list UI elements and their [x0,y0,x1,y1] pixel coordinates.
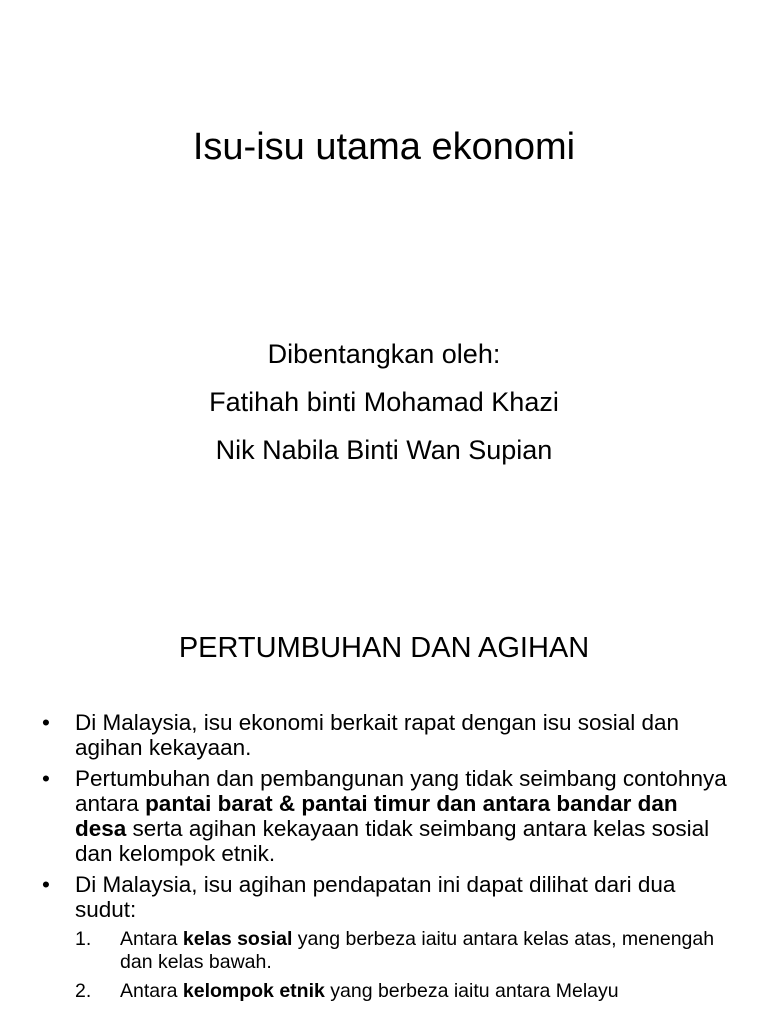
numbered-list [75,928,732,1003]
bullet-list [42,710,732,1009]
bullet-item [42,872,732,1003]
numbered-item [75,980,732,1003]
content-slide [0,576,768,1024]
item-text: yang berbeza iaitu antara kelas atas, menengah dan kelas bawah. [120,928,715,973]
bullet-text: Di Malaysia, isu ekonomi berkait rapat dengan isu sosial dan agihan kekayaan. [75,710,680,760]
slide-heading: PERTUMBUHAN DAN AGIHAN [178,632,590,664]
item-bold-text: kelas sosial [182,928,293,950]
bullet-text: Di Malaysia, isu agihan pendapatan ini dapat dilihat dari dua sudut: [75,872,676,922]
presenter-block [0,330,768,474]
bullet-icon: • [42,710,50,735]
presenter-label: Dibentangkan oleh: [267,339,501,369]
bullet-item [42,766,732,866]
bullet-bold-text: pantai barat & pantai timur dan antara bandar dan desa [75,791,678,841]
bullet-icon: • [42,872,50,897]
item-text: Antara [120,980,183,1002]
item-text: Antara [120,928,183,950]
item-text: yang berbeza iaitu antara Melayu [324,980,619,1002]
bullet-icon: • [42,766,50,791]
presenter-name: Nik Nabila Binti Wan Supian [215,435,553,465]
bullet-text: Pertumbuhan dan pembangunan yang tidak seimbang contohnya antara [75,766,727,816]
bullet-item [42,710,732,760]
presenter-name: Fatihah binti Mohamad Khazi [209,387,559,417]
item-number: 2. [75,980,92,1002]
numbered-item [75,928,732,974]
slide-title: Isu-isu utama ekonomi [192,126,576,168]
bullet-text: serta agihan kekayaan tidak seimbang antara kelas sosial dan kelompok etnik. [75,816,710,866]
item-bold-text: kelompok etnik [182,980,325,1002]
item-number: 1. [75,928,92,950]
